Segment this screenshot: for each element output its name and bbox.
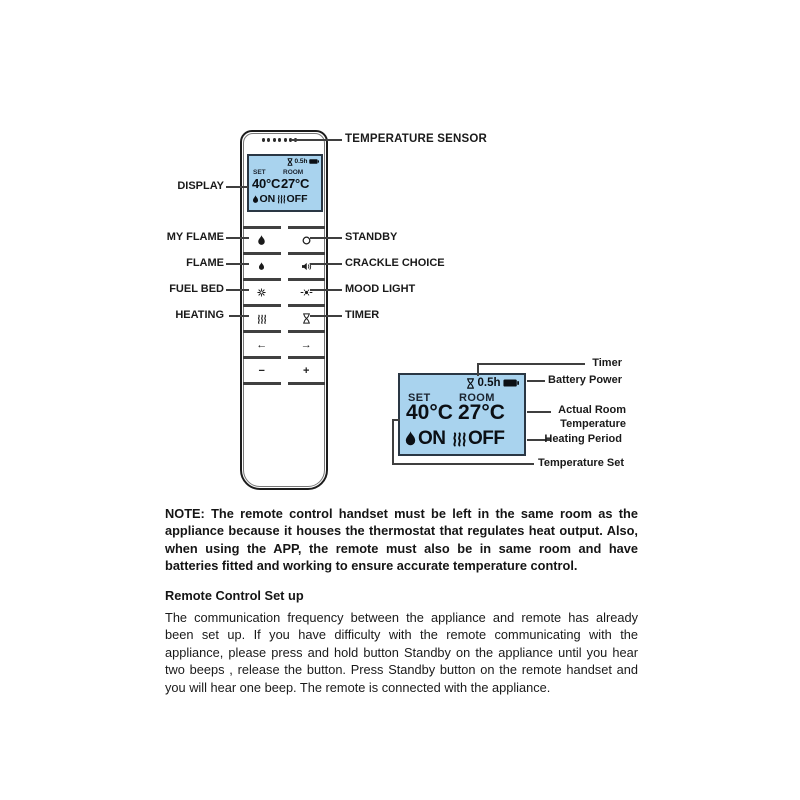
set-temperature: 40°C: [252, 176, 281, 191]
heating-state-value: OFF: [468, 428, 505, 449]
room-label: ROOM: [283, 169, 304, 176]
callout-display: DISPLAY: [177, 180, 224, 192]
flame-button: [243, 252, 281, 278]
room-temperature: 27°C: [458, 401, 505, 424]
set-label: SET: [408, 392, 431, 404]
leader-line: [392, 419, 394, 464]
heat-waves-icon: [277, 194, 286, 204]
standby-button: [288, 226, 326, 252]
battery-icon: [503, 379, 519, 387]
leader-line: [310, 289, 342, 291]
set-temperature: 40°C: [406, 401, 453, 424]
flame-state-value: ON: [418, 428, 446, 449]
crackle-choice-button: [288, 252, 326, 278]
leader-line: [229, 315, 249, 317]
leader-line: [226, 237, 249, 239]
mood-light-button: [288, 278, 326, 304]
display-status-row: [287, 158, 319, 166]
callout-battery-power: Battery Power: [548, 374, 622, 386]
hourglass-icon: [466, 378, 475, 389]
sensor-hole: [267, 138, 270, 142]
sensor-hole: [278, 138, 281, 142]
room-label: ROOM: [459, 392, 495, 404]
callout-temperature-set: Temperature Set: [538, 457, 624, 469]
callout-timer-indicator: Timer: [592, 357, 622, 369]
set-label: SET: [253, 169, 266, 176]
callout-actual-room-temperature: Actual Room Temperature: [558, 404, 626, 430]
flame-state-value: ON: [259, 193, 276, 205]
fuel-bed-button: [243, 278, 281, 304]
flame-icon: [257, 235, 266, 246]
heating-state-value: OFF: [286, 193, 308, 205]
leader-line: [310, 237, 342, 239]
leader-line: [226, 186, 248, 188]
leader-line: [310, 263, 342, 265]
flame-state: [252, 193, 275, 205]
minus-button: [243, 356, 281, 382]
leader-line: [291, 139, 342, 141]
button-bar: [243, 382, 281, 385]
remote-display: [247, 154, 323, 212]
timer-button: [288, 304, 326, 330]
callout-timer: TIMER: [345, 309, 380, 321]
callout-crackle-choice: CRACKLE CHOICE: [345, 257, 445, 269]
leader-line: [310, 315, 342, 317]
timer-value: 0.5h: [477, 377, 501, 389]
setup-paragraph: The communication frequency between the appliance and remote has already been set up. If you have difficulty with the remote communicating with the appliance, please press and hold button Standby on the appliance until you hear two beeps , release the button. Press Standby button on the remote handset and you will hear one beep. The remote is connected with the appliance.: [165, 610, 638, 695]
room-temperature: 27°C: [281, 176, 310, 191]
battery-icon: [309, 159, 319, 164]
right-arrow-button: [288, 330, 326, 356]
small-flame-icon: [258, 262, 265, 271]
sensor-hole: [262, 138, 265, 142]
heat-waves-icon: [452, 431, 467, 447]
remote-control: [240, 130, 328, 490]
fuel-bed-icon: [257, 288, 266, 297]
display-status-row: [466, 377, 519, 389]
note-paragraph: NOTE: The remote control handset must be left in the same room as the appliance because it houses the thermostat that regulates heat output. Also, when using the APP, the remote must also be in same room and have batteries fitted and working to ensure accurate temperature control.: [165, 506, 638, 574]
callout-fuel-bed: FUEL BED: [169, 283, 224, 295]
leader-line: [226, 263, 249, 265]
leader-line: [392, 463, 534, 465]
callout-standby: STANDBY: [345, 231, 398, 243]
button-grid: [243, 226, 325, 382]
plus-button: [288, 356, 326, 382]
plus-icon: +: [303, 364, 310, 377]
flame-state: [404, 428, 446, 450]
heat-waves-icon: [257, 314, 267, 324]
zoomed-display: [398, 373, 526, 456]
setup-heading: Remote Control Set up: [165, 588, 304, 603]
left-arrow-button: [243, 330, 281, 356]
callout-mood-light: MOOD LIGHT: [345, 283, 416, 295]
hourglass-icon: [287, 158, 293, 166]
callout-my-flame: MY FLAME: [166, 231, 224, 243]
left-arrow-icon: ←: [256, 338, 268, 351]
leader-line: [477, 363, 479, 376]
callout-heating: HEATING: [175, 309, 224, 321]
heating-state: [277, 193, 308, 205]
heating-button: [243, 304, 281, 330]
sensor-hole: [273, 138, 276, 142]
right-arrow-icon: →: [300, 338, 312, 351]
callout-heating-period: Heating Period: [544, 433, 622, 445]
callout-temperature-sensor: TEMPERATURE SENSOR: [345, 133, 488, 145]
timer-value: 0.5h: [294, 158, 308, 165]
flame-icon: [252, 195, 259, 204]
my-flame-button: [243, 226, 281, 252]
heating-state: [452, 428, 505, 450]
sensor-hole: [284, 138, 287, 142]
callout-flame: FLAME: [186, 257, 224, 269]
flame-icon: [404, 431, 417, 447]
minus-icon: −: [258, 364, 265, 377]
leader-line: [226, 289, 249, 291]
button-bar: [288, 382, 326, 385]
